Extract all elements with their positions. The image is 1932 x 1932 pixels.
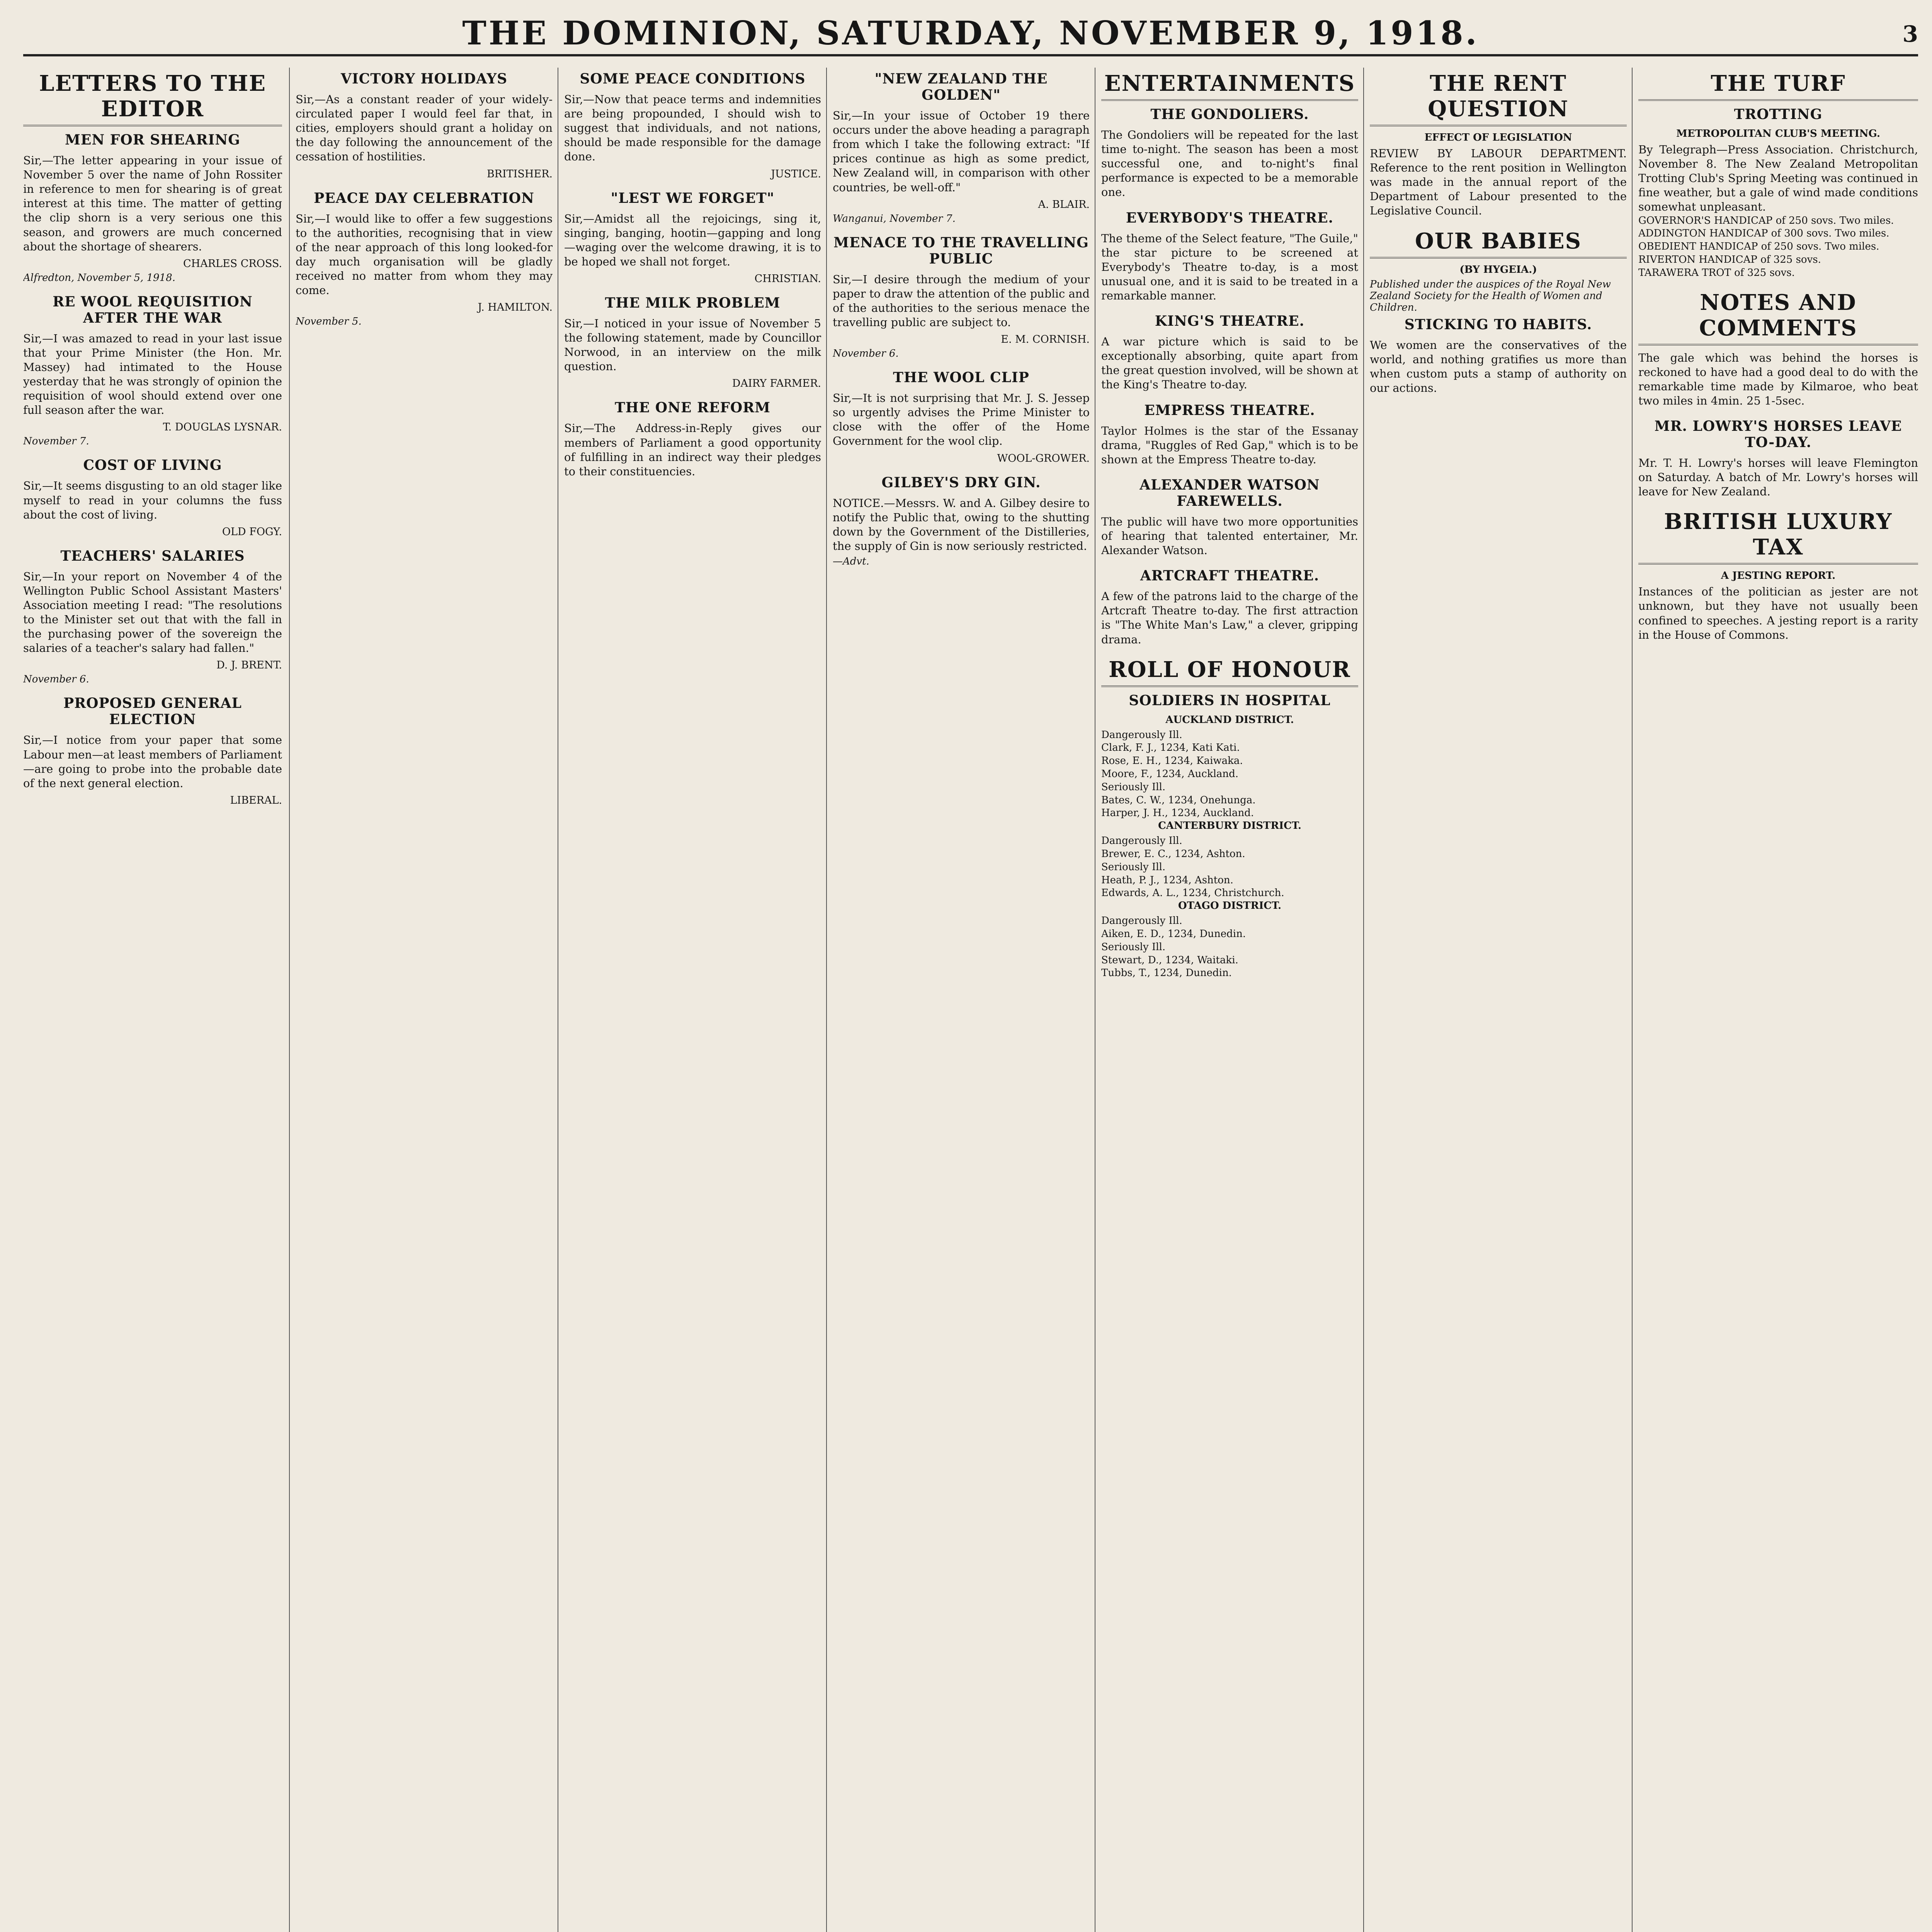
article <box>564 400 821 478</box>
casualty-line: Seriously Ill. <box>1101 941 1166 953</box>
column-7 <box>1638 68 1918 1932</box>
article-body: Sir,—I noticed in your issue of November 5 the following statement, made by Councillor Norwood, in an interview on the milk question. <box>564 316 821 373</box>
article-body: Sir,—I notice from your paper that some Labour men—at least members of Parliament—are going to probe into the probable date of the next general election. <box>23 733 282 790</box>
article <box>1101 402 1358 467</box>
article-body: Sir,—I was amazed to read in your last issue that your Prime Minister (the Hon. Mr. Massey) had intimated to the House yesterday that he was strongly of opinion the requisition of wool should extend over one full season after the war. <box>23 332 282 417</box>
article <box>296 71 553 180</box>
signature: A. BLAIR. <box>1038 198 1090 211</box>
article-body: REVIEW BY LABOUR DEPARTMENT. Reference to the rent position in Wellington was made in the annual report of the Department of Labour presented to the Legislative Council. <box>1370 147 1627 218</box>
article-heading: KING'S THEATRE. <box>1155 313 1305 330</box>
casualty-line: Heath, P. J., 1234, Ashton. <box>1101 874 1233 886</box>
article-heading: THE RENT QUESTION <box>1370 71 1627 126</box>
article-subheading: EFFECT OF LEGISLATION <box>1424 132 1572 143</box>
race-result: GOVERNOR'S HANDICAP of 250 sovs. Two miles. <box>1638 214 1894 226</box>
article-body: Sir,—The Address-in-Reply gives our members of Parliament a good opportunity of fulfilling in an indirect way their pledges to their constituencies. <box>564 422 821 478</box>
column-rule <box>289 68 290 1932</box>
article-body: Sir,—In your report on November 4 of the Wellington Public School Assistant Masters' Association meeting I read: "The resolutions to the Minister set out that with the fall in the purchasing power of the sovereign the salaries of a teacher's salary had fallen." <box>23 570 282 655</box>
article <box>1638 509 1918 642</box>
article <box>833 235 1090 359</box>
roll-title: ROLL OF HONOUR <box>1101 657 1358 687</box>
babies-byline: (BY HYGEIA.) <box>1459 264 1537 276</box>
signature: CHARLES CROSS. <box>183 257 282 270</box>
article-heading: TEACHERS' SALARIES <box>60 548 245 564</box>
article-heading: SOME PEACE CONDITIONS <box>580 71 806 87</box>
casualty-line: Seriously Ill. <box>1101 861 1166 873</box>
article-heading: COST OF LIVING <box>83 457 222 474</box>
dateline: Wanganui, November 7. <box>833 213 956 224</box>
article <box>23 132 282 284</box>
article-body: Sir,—I would like to offer a few suggestions to the authorities, recognising that in view of the near approach of this long looked-for day much organisation will be gladly received no matter from whom they may come. <box>296 212 553 297</box>
roll-of-honour <box>1101 657 1358 980</box>
casualty-line: Bates, C. W., 1234, Onehunga. <box>1101 794 1256 806</box>
casualty-line: Dangerously Ill. <box>1101 915 1182 927</box>
column-2 <box>296 68 553 1932</box>
column-1 <box>23 68 282 1932</box>
article-heading: MEN FOR SHEARING <box>65 132 240 148</box>
article-body: Sir,—It seems disgusting to an old stager like myself to read in your columns the fuss about the cost of living. <box>23 479 282 521</box>
signature: J. HAMILTON. <box>478 301 553 314</box>
article <box>296 190 553 328</box>
section-title-letters: LETTERS TO THE EDITOR <box>23 71 282 126</box>
casualty-line: Aiken, E. D., 1234, Dunedin. <box>1101 928 1246 940</box>
article <box>1101 568 1358 646</box>
article-heading: PROPOSED GENERAL ELECTION <box>63 695 242 728</box>
article <box>1370 71 1627 218</box>
district-name: AUCKLAND DISTRICT. <box>1165 714 1294 726</box>
page-number: 3 <box>1902 21 1918 47</box>
district-block <box>1101 900 1358 980</box>
signature: CHRISTIAN. <box>754 272 821 285</box>
article-heading: THE MILK PROBLEM <box>605 294 781 311</box>
notes-body: The gale which was behind the horses is reckoned to have had a good deal to do with the remarkable time made by Kilmaroe, who beat two miles in 4min. 25 1-5sec. <box>1638 351 1918 407</box>
article <box>1101 313 1358 392</box>
article <box>564 295 821 389</box>
article-heading: EVERYBODY'S THEATRE. <box>1126 209 1334 226</box>
article-heading: RE WOOL REQUISITION AFTER THE WAR <box>53 293 253 326</box>
article-heading: THE WOOL CLIP <box>893 369 1029 386</box>
article-body: Instances of the politician as jester are not unknown, but they have not usually been confined to speeches. A jesting report is a rarity in the House of Commons. <box>1638 585 1918 641</box>
article-body: A few of the patrons laid to the charge of the Artcraft Theatre to-day. The first attraction is "The White Man's Law," a clever, gripping drama. <box>1101 590 1358 646</box>
district-name: CANTERBURY DISTRICT. <box>1158 820 1301 832</box>
casualty-line: Moore, F., 1234, Auckland. <box>1101 768 1239 780</box>
dateline: November 5. <box>296 316 362 328</box>
article-body: Sir,—Now that peace terms and indemnities are being propounded, I should wish to suggest that individuals, and not nations, should be made responsible for the damage done. <box>564 93 821 163</box>
casualty-line: Dangerously Ill. <box>1101 729 1182 741</box>
casualty-line: Harper, J. H., 1234, Auckland. <box>1101 807 1254 819</box>
babies-intro: Published under the auspices of the Royal New Zealand Society for the Health of Women and Children. <box>1370 278 1611 313</box>
race-result: OBEDIENT HANDICAP of 250 sovs. Two miles. <box>1638 241 1879 253</box>
article-body: Sir,—In your issue of October 19 there occurs under the above heading a paragraph from which I take the following extract: "If prices continue as high as some predict, New Zealand will, in comparison with other countries, be well-off." <box>833 109 1090 194</box>
masthead <box>23 8 1918 56</box>
casualty-line: Seriously Ill. <box>1101 781 1166 793</box>
article-body: Sir,—The letter appearing in your issue of November 5 over the name of John Rossiter in reference to men for shearing is of great interest at this time. The matter of getting the clip shorn is a very serious one this season, and growers are much concerned about the shortage of shearers. <box>23 154 282 253</box>
article-heading: ALEXANDER WATSON FAREWELLS. <box>1139 476 1320 509</box>
casualty-line: Clark, F. J., 1234, Kati Kati. <box>1101 742 1240 754</box>
babies-body: We women are the conservatives of the world, and nothing gratifies us more than when custom puts a stamp of authority on our actions. <box>1370 338 1627 395</box>
turf-intro: By Telegraph—Press Association. Christchurch, November 8. The New Zealand Metropolitan Trotting Club's Spring Meeting was continued in fine weather, but a gale of wind made conditions somewhat unpleasant. <box>1638 143 1918 214</box>
casualty-line: Rose, E. H., 1234, Kaiwaka. <box>1101 755 1243 767</box>
article <box>833 369 1090 464</box>
casualty-line: Tubbs, T., 1234, Dunedin. <box>1101 967 1232 979</box>
section-title-entertainments: ENTERTAINMENTS <box>1101 71 1358 101</box>
signature: BRITISHER. <box>486 168 553 180</box>
signature: JUSTICE. <box>771 168 821 180</box>
signature: T. DOUGLAS LYSNAR. <box>163 421 282 434</box>
roll-subtitle: SOLDIERS IN HOSPITAL <box>1129 692 1331 709</box>
turf-subtitle: TROTTING <box>1734 106 1823 122</box>
article-heading: "NEW ZEALAND THE GOLDEN" <box>874 71 1048 103</box>
signature: WOOL-GROWER. <box>997 452 1090 464</box>
column-3 <box>564 68 821 1932</box>
article <box>23 457 282 537</box>
casualty-line: Stewart, D., 1234, Waitaki. <box>1101 954 1238 966</box>
article-body: The theme of the Select feature, "The Guile," the star picture to be screened at Everybody's Theatre to-day, is a most unusual one, and it is said to be treated in a remarkable manner. <box>1101 231 1358 302</box>
article <box>1101 210 1358 303</box>
article-body: The Gondoliers will be repeated for the last time to-night. The season has been a most successful one, and to-night's final performance is expected to be a memorable one. <box>1101 128 1358 199</box>
signature: OLD FOGY. <box>222 526 282 538</box>
advert-tag: —Advt. <box>833 555 869 567</box>
article-body: The public will have two more opportunities of hearing that talented entertainer, Mr. Alexander Watson. <box>1101 515 1358 557</box>
article <box>1638 418 1918 499</box>
babies-subheading: STICKING TO HABITS. <box>1404 316 1592 333</box>
dateline: Alfredton, November 5, 1918. <box>23 272 175 284</box>
casualty-line: Dangerously Ill. <box>1101 835 1182 847</box>
article-body: Taylor Holmes is the star of the Essanay drama, "Ruggles of Red Gap," which is to be shown at the Empress Theatre to-day. <box>1101 424 1358 466</box>
race-result: RIVERTON HANDICAP of 325 sovs. <box>1638 253 1821 265</box>
article-heading: THE ONE REFORM <box>614 400 771 416</box>
article-heading: MR. LOWRY'S HORSES LEAVE TO-DAY. <box>1654 418 1902 451</box>
notes-title: NOTES AND COMMENTS <box>1638 290 1918 345</box>
article <box>23 294 282 447</box>
signature: LIBERAL. <box>230 794 282 806</box>
casualty-line: Edwards, A. L., 1234, Christchurch. <box>1101 887 1284 899</box>
article <box>23 695 282 806</box>
signature: D. J. BRENT. <box>216 659 282 672</box>
district-name: OTAGO DISTRICT. <box>1178 900 1281 912</box>
signature: DAIRY FARMER. <box>732 378 821 390</box>
race-result: TARAWERA TROT of 325 sovs. <box>1638 267 1795 279</box>
article <box>1101 106 1358 200</box>
article-body: Sir,—I desire through the medium of your paper to draw the attention of the public and of the authorities to the serious menace the travelling public are subject to. <box>833 272 1090 329</box>
article-heading: BRITISH LUXURY TAX <box>1638 509 1918 565</box>
article-body: Sir,—It is not surprising that Mr. J. S. Jessep so urgently advises the Prime Minister to close with the offer of the Home Government for the wool clip. <box>833 391 1090 448</box>
advert-body: NOTICE.—Messrs. W. and A. Gilbey desire to notify the Public that, owing to the shutting down by the Government of the Distilleries, the supply of Gin is now seriously restricted. <box>833 496 1090 553</box>
article-heading: MENACE TO THE TRAVELLING PUBLIC <box>833 234 1089 267</box>
advert-heading: GILBEY'S DRY GIN. <box>881 474 1041 491</box>
district-block <box>1101 714 1358 820</box>
advertisement <box>833 474 1090 567</box>
race-result: ADDINGTON HANDICAP of 300 sovs. Two miles. <box>1638 228 1889 240</box>
article-heading: "LEST WE FORGET" <box>611 190 775 206</box>
article-heading: VICTORY HOLIDAYS <box>340 71 508 87</box>
article-body: Sir,—As a constant reader of your widely-circulated paper I would feel far that, in cities, employers should grant a holiday on the day following the announcement of the cessation of hostilities. <box>296 93 553 163</box>
turf-title: THE TURF <box>1638 71 1918 101</box>
casualty-line: Brewer, E. C., 1234, Ashton. <box>1101 848 1245 860</box>
article <box>833 71 1090 224</box>
article <box>564 190 821 285</box>
column-rule <box>826 68 827 1932</box>
article <box>23 548 282 685</box>
column-rule <box>1363 68 1364 1932</box>
article <box>564 71 821 180</box>
article-heading: ARTCRAFT THEATRE. <box>1140 568 1320 584</box>
turf-section <box>1638 71 1918 280</box>
column-rule <box>1632 68 1633 1932</box>
article-body: Mr. T. H. Lowry's horses will leave Flemington on Saturday. A batch of Mr. Lowry's horses will leave for New Zealand. <box>1638 456 1918 498</box>
article-subheading: A JESTING REPORT. <box>1721 570 1836 582</box>
dateline: November 6. <box>833 348 899 360</box>
district-block <box>1101 820 1358 900</box>
our-babies <box>1370 228 1627 395</box>
article-body: Sir,—Amidst all the rejoicings, sing it, singing, banging, hootin—gapping and long—waging over the welcome drawing, it is to be hoped we shall not forget. <box>564 212 821 268</box>
article-heading: THE GONDOLIERS. <box>1150 106 1309 122</box>
notes-section <box>1638 290 1918 408</box>
dateline: November 6. <box>23 673 89 685</box>
article-heading: PEACE DAY CELEBRATION <box>314 190 534 206</box>
article <box>1101 477 1358 558</box>
meeting-heading: METROPOLITAN CLUB'S MEETING. <box>1676 128 1880 139</box>
babies-title: OUR BABIES <box>1370 228 1627 259</box>
dateline: November 7. <box>23 435 89 447</box>
article-heading: EMPRESS THEATRE. <box>1144 402 1315 418</box>
column-4 <box>833 68 1090 1932</box>
article-body: A war picture which is said to be exceptionally absorbing, quite apart from the great question involved, will be shown at the King's Theatre to-day. <box>1101 335 1358 391</box>
masthead-title: THE DOMINION, SATURDAY, NOVEMBER 9, 1918. <box>462 14 1479 52</box>
signature: E. M. CORNISH. <box>1001 333 1090 346</box>
column-6 <box>1370 68 1627 1932</box>
column-5 <box>1101 68 1358 1932</box>
